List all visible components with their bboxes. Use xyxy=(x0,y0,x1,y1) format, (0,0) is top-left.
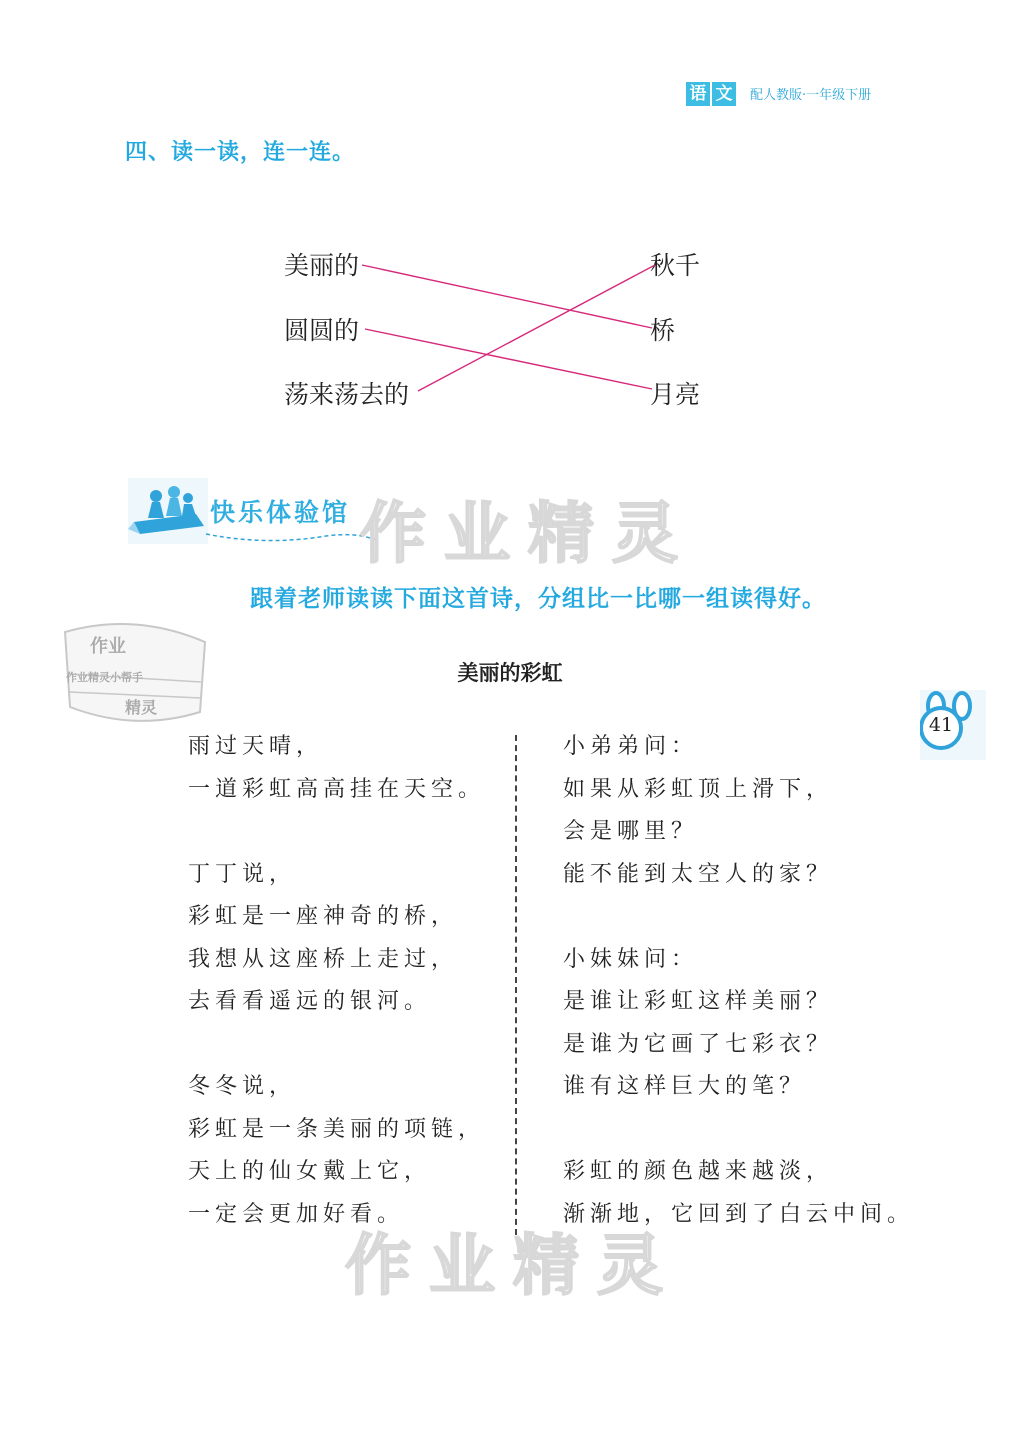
poem-line: 彩虹是一座神奇的桥， xyxy=(188,904,459,929)
match-line-meili-qiao[interactable] xyxy=(362,265,652,328)
poem-line: 如果从彩虹顶上滑下， xyxy=(563,776,834,802)
subject-badge-yu: 语 xyxy=(686,82,710,106)
match-line-yuanyuan-yueliang[interactable] xyxy=(365,329,652,389)
poem-line: 渐渐地，它回到了白云中间。 xyxy=(563,1201,915,1227)
poem-line: 去看看遥远的银河。 xyxy=(188,989,432,1014)
match-left-word-1: 美丽的 xyxy=(284,251,360,280)
poem-line xyxy=(563,896,914,939)
poem-line: 彩虹是一条美丽的项链， xyxy=(188,1116,486,1142)
poem-line: 冬冬说， xyxy=(188,1074,297,1099)
subject-badge-wen: 文 xyxy=(712,82,736,106)
poem-line xyxy=(563,1109,914,1152)
poem-line: 能不能到太空人的家？ xyxy=(563,861,834,887)
poem-left-column xyxy=(188,726,485,1236)
poem-line xyxy=(188,811,485,854)
poem-line: 一道彩虹高高挂在天空。 xyxy=(188,776,486,802)
poem-line: 会是哪里？ xyxy=(563,819,699,844)
match-right-word-2: 桥 xyxy=(650,316,676,345)
reading-instruction: 跟着老师读读下面这首诗，分组比一比哪一组读得好。 xyxy=(250,586,826,612)
match-left-word-3: 荡来荡去的 xyxy=(284,380,410,409)
edition-label: 配人教版·一年级下册 xyxy=(750,88,872,103)
stamp-line-3: 精灵 xyxy=(125,698,158,717)
poem-line: 小弟弟问： xyxy=(563,734,699,759)
match-lines xyxy=(0,0,1020,450)
poem-line: 一定会更加好看。 xyxy=(188,1201,405,1227)
poem-line: 是谁让彩虹这样美丽？ xyxy=(563,989,834,1014)
poem-line: 丁丁说， xyxy=(188,861,297,887)
poem-title: 美丽的彩虹 xyxy=(457,661,563,685)
watermark-bottom: 作业精灵 xyxy=(345,1227,681,1304)
match-right-word-3: 月亮 xyxy=(650,380,701,409)
stamp-line-1: 作业 xyxy=(90,636,126,657)
poem-right-column xyxy=(563,726,914,1236)
poem-line: 天上的仙女戴上它， xyxy=(188,1159,432,1184)
stamp-line-2: 作业精灵小帮手 xyxy=(66,671,143,684)
match-line-dangdang-qiuqian[interactable] xyxy=(418,265,655,391)
section-title: 四、读一读，连一连。 xyxy=(125,140,356,165)
poem-line xyxy=(188,1024,485,1067)
page-number: 41 xyxy=(928,714,954,736)
poem-line: 小妹妹问： xyxy=(563,946,699,972)
match-left-word-2: 圆圆的 xyxy=(284,316,360,345)
poem-line: 彩虹的颜色越来越淡， xyxy=(563,1159,834,1184)
poem-column-divider xyxy=(515,735,517,1235)
match-right-word-1: 秋千 xyxy=(650,251,701,280)
poem-line: 谁有这样巨大的笔？ xyxy=(563,1074,807,1099)
poem-line: 是谁为它画了七彩衣？ xyxy=(563,1031,834,1057)
poem-line: 我想从这座桥上走过， xyxy=(188,946,459,972)
banner-title: 快乐体验馆 xyxy=(210,498,351,527)
poem-line: 雨过天晴， xyxy=(188,734,324,759)
watermark-top: 作业精灵 xyxy=(360,495,696,572)
